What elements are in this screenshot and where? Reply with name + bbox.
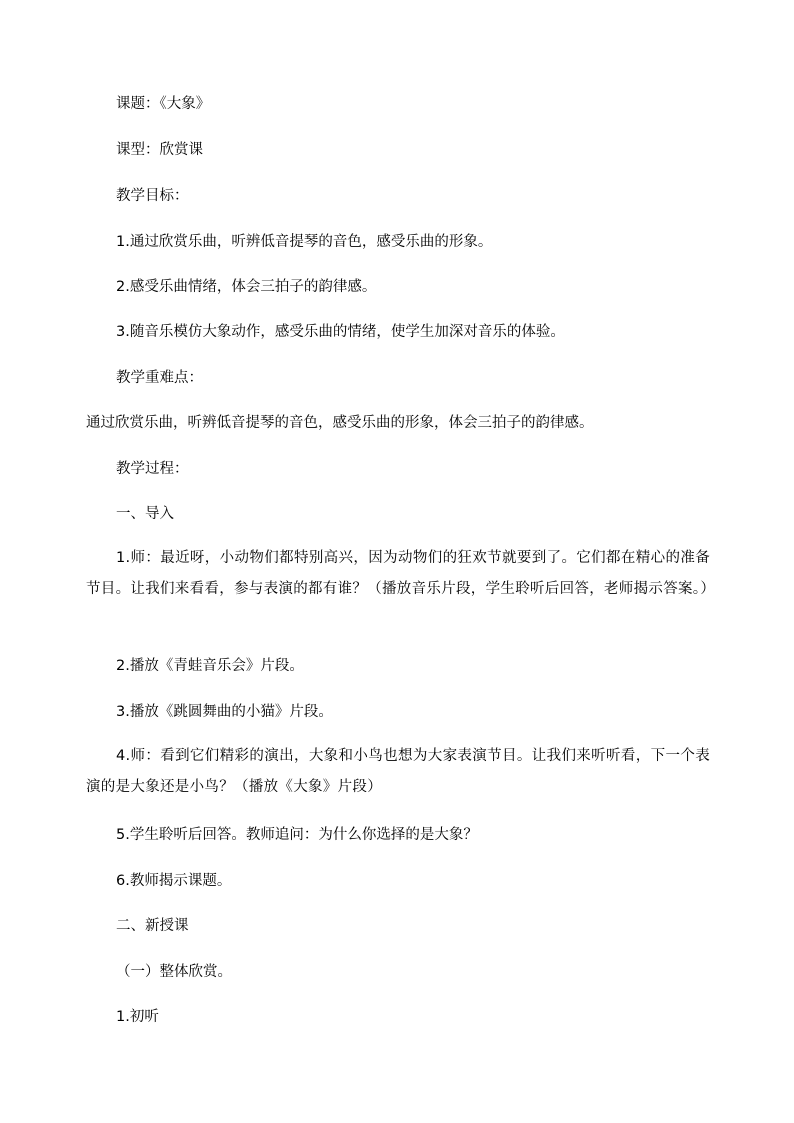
subsection1-item-1: 1.初听 (116, 1009, 159, 1025)
intro-item-3: 3.播放《跳圆舞曲的小猫》片段。 (116, 704, 333, 720)
goal-item-1: 1.通过欣赏乐曲，听辨低音提琴的音色，感受乐曲的形象。 (116, 234, 493, 250)
goals-heading: 教学目标： (116, 188, 189, 204)
goal-item-2: 2.感受乐曲情绪，体会三拍子的韵律感。 (116, 279, 377, 295)
intro-item-4: 4.师：看到它们精彩的演出，大象和小鸟也想为大家表演节目。让我们来听听看，下一个表演的是大象还是小鸟？（播放《大象》片段） (86, 748, 710, 795)
key-points-text: 通过欣赏乐曲，听辨低音提琴的音色，感受乐曲的形象，体会三拍子的韵律感。 (86, 415, 594, 431)
subsection1-heading: （一）整体欣赏。 (116, 964, 232, 980)
lesson-type: 课型：欣赏课 (116, 142, 203, 158)
key-points-heading: 教学重难点： (116, 370, 203, 386)
intro-item-2: 2.播放《青蛙音乐会》片段。 (116, 658, 304, 674)
section1-heading: 一、导入 (116, 506, 174, 522)
goal-item-3: 3.随音乐模仿大象动作，感受乐曲的情绪，使学生加深对音乐的体验。 (116, 324, 565, 340)
section2-heading: 二、新授课 (116, 918, 189, 934)
intro-item-1: 1.师：最近呀，小动物们都特别高兴，因为动物们的狂欢节就要到了。它们都在精心的准备节目。让我们来看看，参与表演的都有谁？（播放音乐片段，学生聆听后回答，老师揭示答案。） (86, 550, 716, 597)
intro-item-6: 6.教师揭示课题。 (116, 873, 232, 889)
intro-item-5: 5.学生聆听后回答。教师追问：为什么你选择的是大象？ (116, 827, 478, 843)
lesson-title: 课题：《大象》 (116, 96, 211, 112)
process-heading: 教学过程： (116, 461, 189, 477)
